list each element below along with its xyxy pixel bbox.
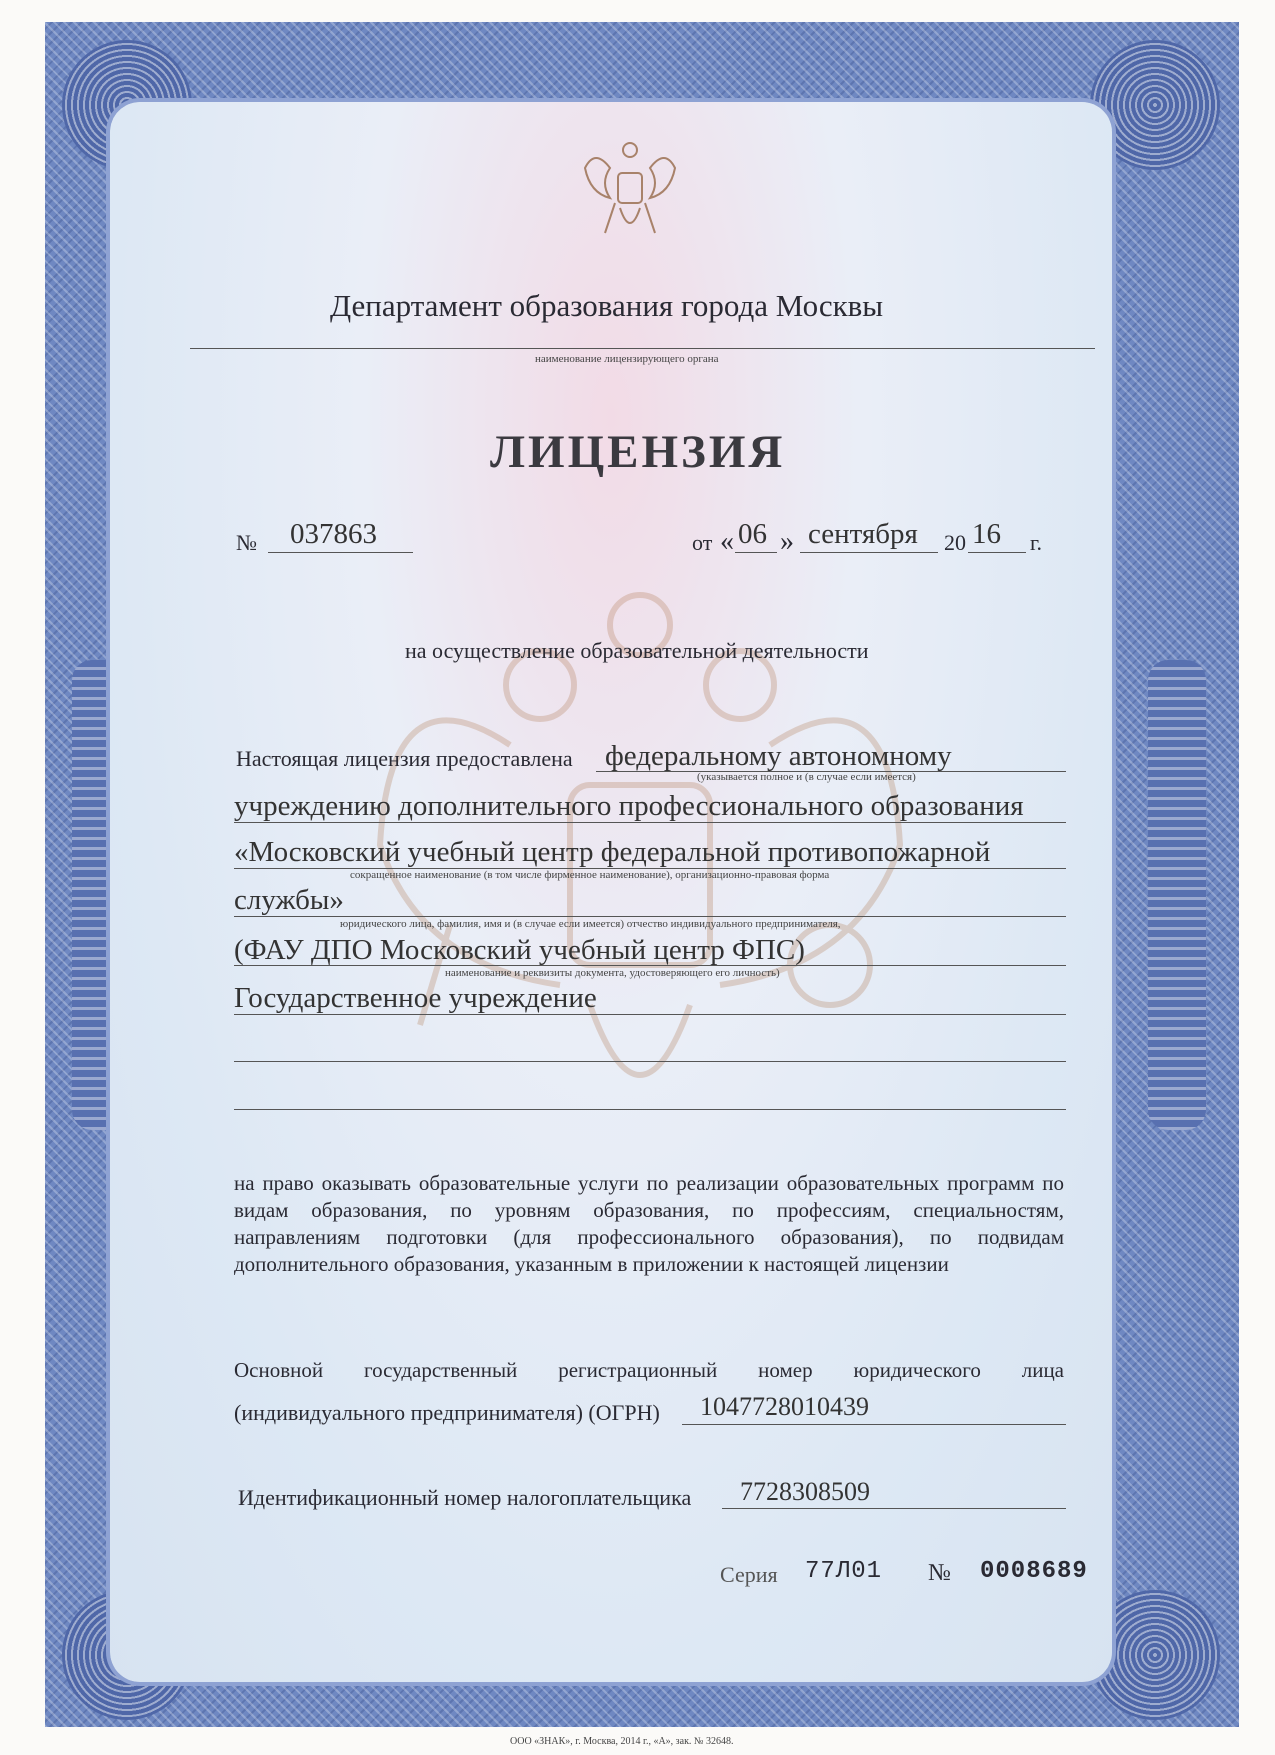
license-month: сентября <box>808 518 918 550</box>
holder-underline-7 <box>234 1061 1066 1062</box>
form-number-sign: № <box>928 1560 951 1586</box>
side-ornament-right <box>1148 660 1206 1130</box>
printer-imprint: ООО «ЗНАК», г. Москва, 2014 г., «А», зак. № 32648. <box>510 1736 734 1747</box>
ogrn-underline <box>682 1424 1066 1425</box>
holder-line-1: федеральному автономному <box>605 740 952 772</box>
license-number-sign: № <box>236 530 257 555</box>
holder-caption-2: сокращенное наименование (в том числе фирменное наименование), организационно-правовая форма <box>350 869 830 881</box>
holder-underline-6 <box>234 1014 1066 1015</box>
series-value: 77Л01 <box>805 1558 883 1585</box>
holder-line-4: службы» <box>234 884 344 916</box>
authority-underline <box>190 348 1095 349</box>
holder-intro: Настоящая лицензия предоставлена <box>236 746 573 771</box>
date-quote-open: « <box>720 526 734 557</box>
holder-underline-8 <box>234 1109 1066 1110</box>
holder-caption-3: юридического лица, фамилия, имя и (в случае если имеется) отчество индивидуального предпринимателя, <box>340 918 841 930</box>
form-number: 0008689 <box>980 1558 1088 1585</box>
license-year: 16 <box>972 518 1001 550</box>
inn-label: Идентификационный номер налогоплательщика <box>238 1485 692 1510</box>
inn-underline <box>722 1508 1066 1509</box>
holder-line-3: «Московский учебный центр федеральной противопожарной <box>234 836 991 868</box>
license-day: 06 <box>738 518 767 550</box>
year-unit: г. <box>1030 530 1043 555</box>
day-underline <box>735 552 777 553</box>
holder-underline-2 <box>234 822 1066 823</box>
holder-underline-5 <box>234 965 1066 966</box>
year-prefix: 20 <box>944 530 966 555</box>
coat-of-arms-emblem <box>580 138 680 248</box>
license-number: 037863 <box>290 518 377 550</box>
authority-caption: наименование лицензирующего органа <box>535 353 719 365</box>
document-title: ЛИЦЕНЗИЯ <box>490 426 786 478</box>
holder-line-2: учреждению дополнительного профессионального образования <box>234 790 1024 822</box>
holder-line-6: Государственное учреждение <box>234 982 597 1014</box>
holder-caption-1: (указывается полное и (в случае если имеется) <box>697 771 916 783</box>
ogrn-label-line-1: Основной государственный регистрационный номер юридического лица <box>234 1358 1064 1382</box>
license-number-underline <box>268 552 413 553</box>
month-underline <box>800 552 938 553</box>
ogrn-value: 1047728010439 <box>700 1392 869 1421</box>
ogrn-label-line-2: (индивидуального предпринимателя) (ОГРН) <box>234 1400 660 1425</box>
date-prefix: от <box>692 530 713 555</box>
series-label: Серия <box>720 1562 778 1587</box>
inn-value: 7728308509 <box>740 1477 870 1506</box>
holder-caption-4: наименование и реквизиты документа, удостоверяющего его личность) <box>445 967 780 979</box>
holder-underline-4 <box>234 916 1066 917</box>
rights-paragraph: на право оказывать образовательные услуги по реализации образовательных программ по видам образования, по уровням образования, по профессиям, специальностям, направлениям подготовки (для профессионального образования), по подвидам дополнительного образования, указанным в приложении к настоящей лицензии <box>234 1171 1064 1276</box>
license-purpose: на осуществление образовательной деятельности <box>405 638 869 663</box>
year-underline <box>968 552 1026 553</box>
date-quote-close: » <box>780 526 794 557</box>
holder-line-5: (ФАУ ДПО Московский учебный центр ФПС) <box>234 934 805 966</box>
licensing-authority: Департамент образования города Москвы <box>330 288 884 323</box>
